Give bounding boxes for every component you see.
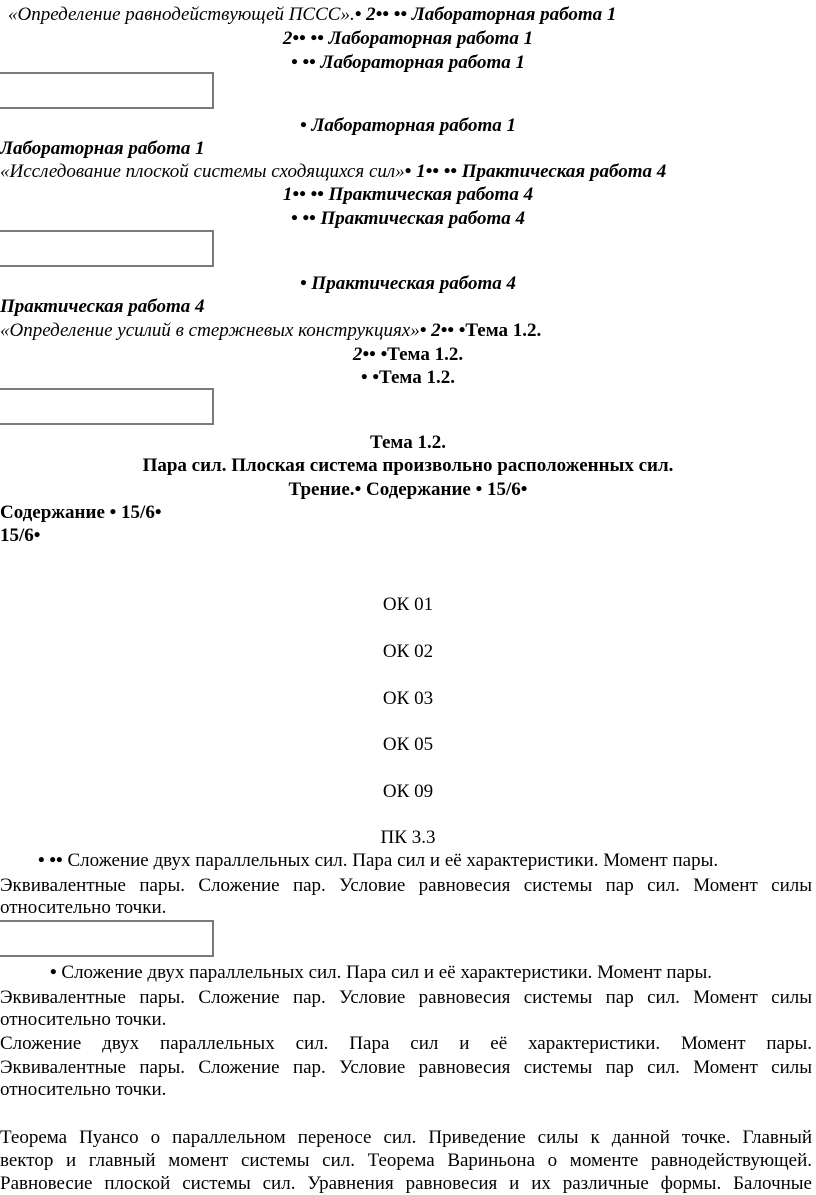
lab1-label: Лабораторная работа 1 (0, 138, 205, 159)
topic-label: Тема 1.2. (465, 320, 542, 341)
content-para-1-line-2 (0, 874, 812, 897)
lab1-marks: • 2•• •• (354, 4, 407, 25)
hours-value: 15/6 (121, 502, 155, 523)
lab1-line-5 (0, 138, 205, 160)
prac4-line-2 (0, 184, 816, 206)
lab1-title: «Определение равнодействующей ПССС». (8, 4, 355, 25)
empty-text-box (0, 920, 214, 957)
topic-title-cont: Трение. (288, 479, 355, 500)
content-text: Теорема Пуансо о параллельном переносе сил. Приведение силы к данной точке. Главный (0, 1127, 812, 1148)
topic-line-2 (0, 344, 816, 366)
topic-title: Пара сил. Плоская система произвольно расположенных сил. (142, 455, 674, 476)
lab1-label: Лабораторная работа 1 (328, 28, 534, 49)
content-para-3-line-3: относительно точки. (0, 1079, 167, 1100)
content-text: Сложение двух параллельных сил. Пара сил и её характеристики. Момент пары. (0, 1033, 812, 1054)
empty-text-box (0, 388, 214, 425)
prac4-label: Практическая работа 4 (311, 273, 516, 294)
lab1-line-1 (8, 4, 616, 26)
bullet-mark: • (33, 525, 41, 546)
content-label: Содержание (365, 479, 471, 500)
topic-label: Тема 1.2. (387, 344, 464, 365)
prac4-label: Практическая работа 4 (328, 184, 534, 205)
content-text: Сложение двух параллельных сил. Пара сил и её характеристики. Момент пары. (61, 962, 713, 983)
bullet-mark: • (50, 962, 57, 983)
lab1-marks: • •• (290, 52, 316, 73)
prac4-line-3 (0, 208, 816, 230)
bullet-mark: • (154, 502, 162, 523)
competency-ok05: ОК 05 (382, 734, 434, 755)
content-text: Эквивалентные пары. Сложение пар. Условие равновесия системы пар сил. Момент силы (0, 875, 812, 896)
lab1-marks: • (299, 115, 307, 136)
topic-label: Тема 1.2. (379, 367, 455, 388)
content-para-2-line-3: относительно точки. (0, 1009, 167, 1030)
hours-value: 15/6 (0, 525, 34, 546)
prac4-line-1 (0, 161, 666, 183)
topic-marks: • 2•• • (419, 320, 466, 341)
topic-marks: 2•• • (352, 344, 388, 365)
prac4-label: Практическая работа 4 (0, 296, 205, 317)
content-para-1-line-3: относительно точки. (0, 897, 167, 918)
topic-title-line-2 (0, 479, 816, 501)
content-label: Содержание (0, 502, 105, 523)
lab1-label: Лабораторная работа 1 (311, 115, 517, 136)
prac4-title: «Исследование плоской системы сходящихся сил» (0, 161, 405, 182)
content-text: Эквивалентные пары. Сложение пар. Условие равновесия системы пар сил. Момент силы (0, 1057, 812, 1078)
competency-ok02: ОК 02 (382, 641, 434, 662)
lab1-line-2 (0, 28, 816, 50)
prac4-label: Практическая работа 4 (320, 208, 525, 229)
bullet-mark: • (520, 479, 528, 500)
topic-heading: Тема 1.2. (370, 432, 446, 453)
lab1-line-4 (0, 115, 816, 137)
content-para-2-line-1 (50, 962, 712, 984)
content-text: Равновесие плоской системы сил. Уравнения равновесия и их различные формы. Балочные (0, 1173, 812, 1194)
topic-marks: • • (360, 367, 380, 388)
prac4-marks: • •• (290, 208, 316, 229)
content-hours-line (0, 502, 161, 524)
prac4-marks: • (300, 273, 307, 294)
lab1-line-3 (0, 52, 816, 74)
competency-ok03: ОК 03 (382, 688, 434, 709)
content-text: Сложение двух параллельных сил. Пара сил и её характеристики. Момент пары. (67, 850, 719, 871)
poinsot-line-1 (0, 1126, 812, 1149)
prac4-line-5 (0, 296, 205, 318)
empty-text-box (0, 72, 214, 109)
lab1-label: Лабораторная работа 1 (320, 52, 526, 73)
poinsot-line-2 (0, 1149, 812, 1172)
prac4-marks: 1•• •• (282, 184, 324, 205)
content-para-2-line-2 (0, 986, 812, 1009)
content-para-3-line-2 (0, 1056, 812, 1079)
prac4-line-4 (0, 273, 816, 295)
competency-ok01: ОК 01 (382, 594, 434, 615)
content-para-1-line-1 (38, 850, 718, 872)
hours-value: 15/6 (487, 479, 521, 500)
topic-lab-title: «Определение усилий в стержневых конструкциях» (0, 320, 420, 341)
bullet-mark: • (475, 479, 483, 500)
empty-text-box (0, 230, 214, 267)
topic-line-1 (0, 320, 541, 342)
lab1-label: Лабораторная работа 1 (411, 4, 617, 25)
prac4-marks: • 1•• •• (404, 161, 457, 182)
lab1-marks: 2•• •• (282, 28, 324, 49)
competency-ok09: ОК 09 (382, 781, 434, 802)
bullet-mark: • (354, 479, 362, 500)
competency-pk33: ПК 3.3 (380, 827, 436, 848)
bullet-mark: • •• (38, 850, 63, 871)
poinsot-line-3 (0, 1172, 812, 1195)
prac4-label: Практическая работа 4 (461, 161, 667, 182)
content-text: вектор и главный момент системы сил. Теорема Вариньона о моменте равнодействующей. (0, 1150, 812, 1171)
content-para-3-line-1 (0, 1032, 812, 1055)
bullet-mark: • (109, 502, 117, 523)
content-text: Эквивалентные пары. Сложение пар. Условие равновесия системы пар сил. Момент силы (0, 987, 812, 1008)
hours-line (0, 525, 40, 547)
topic-line-3 (0, 367, 816, 389)
